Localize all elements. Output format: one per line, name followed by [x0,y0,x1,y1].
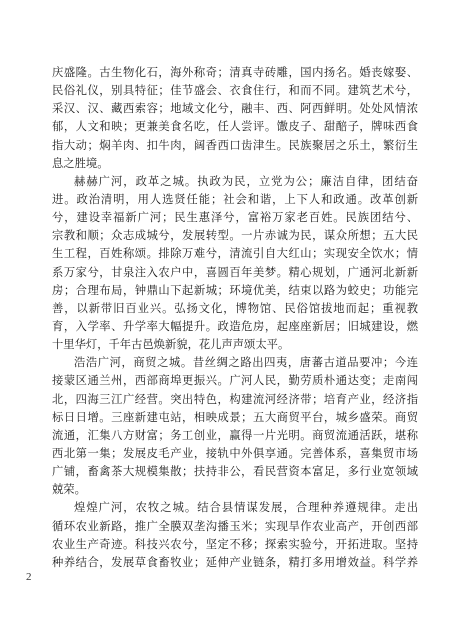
text-line: 循环农业新路，推广全膜双垄沟播玉米；实现旱作农业高产，开创西部 [52,519,418,533]
text-line: 息之胜境。 [52,156,109,170]
text-line: 标日日增。三座新建屯站，相映成景；五大商贸平台，城乡盛荣。商贸 [52,410,418,424]
text-line: 浩浩广河，商贸之城。昔丝绸之路出四夷，唐蕃古道品要冲；今连 [74,356,418,370]
text-line: 民俗礼仪，别具特征；佳节盛会、衣食住行，和而不同。建筑艺术兮， [52,84,418,98]
text-line: 兢荣。 [52,483,86,497]
text-line: 种养结合，发展草食畜牧业；延伸产业链条，精打多用增效益。科学养 [52,555,418,569]
text-line: 进。政治清明，用人选贤任能；社会和谐，上下人和政通。改革创新 [52,192,418,206]
text-line: 采汉、汉、藏西索容；地域文化兮，融丰、西、阿西鲜明。处处风情浓 [52,102,418,116]
text-line: 煌煌广河，农牧之城。结合县情谋发展，合理种养遵规律。走出 [74,501,418,515]
text-line: 系万家兮，甘泉注入农户中，喜圆百年美梦。精心规划，广通河北新新 [52,265,418,279]
text-line: 郁，人文和映；更兼美食名吃，任人尝评。馓皮子、甜醅子，牌味西食 [52,120,418,134]
text-line: 生工程，百姓称颂。排除万难兮，清流引自大红山；实现安全饮水；情 [52,247,418,261]
text-line: 广铺，畜禽茶大规模集散；扶持非公，看民营资本富足，多行业宽领域 [52,465,418,479]
text-line: 赫赫广河，政革之城。执政为民，立党为公；廉洁自律，团结奋 [74,174,418,188]
text-line: 北，四海三江广经营。突出特色，构建流河经济带；培育产业，经济指 [52,392,418,406]
text-line: 兮，建设幸福新广河；民生惠泽兮，富裕万家老百姓。民族团结兮、 [52,211,418,225]
text-line: 流通，汇集八方财富；务工创业，赢得一片光明。商贸流通活跃，堪称 [52,428,418,442]
text-line: 西北第一集；发展皮毛产业，接轨中外俱享通。完善体系，喜集贸市场 [52,446,418,460]
text-line: 育，入学率、升学率大幅提升。政造危房，起座座新居；旧城建设，燃 [52,319,418,333]
text-line: 庆盛隆。古生物化石，海外称奇；清真寺砖雕，国内扬名。婚丧嫁娶、 [52,66,418,79]
text-line: 指大动；焖羊肉、扣牛肉，阔香西口齿津生。民族聚居之乐土，繁衍生 [52,138,418,152]
page-number: 2 [26,571,32,583]
text-line: 十里华灯，千年古邑焕新貌，花儿声声颂太平。 [52,338,290,352]
text-line: 房；合理布局，钟鼎山下起新城；环境优美，结束以路为蛟史；功能完 [52,283,418,297]
text-line: 农业生产奇迹。科技兴农兮，坚定不移；探索实验兮，开拓进取。坚持 [52,537,418,551]
text-line: 宗教和顺；众志成城兮，发展转型。一片赤诚为民，谋众所想；五大民 [52,229,418,243]
text-line: 接蒙区通兰州，西部商埠更振兴。广河人民，勤劳质朴通达变；走南闯 [52,374,418,388]
text-line: 善，以新带旧百业兴。弘扬文化，博物馆、民俗馆拔地而起；重视教 [52,301,418,315]
body-text [52,64,418,572]
